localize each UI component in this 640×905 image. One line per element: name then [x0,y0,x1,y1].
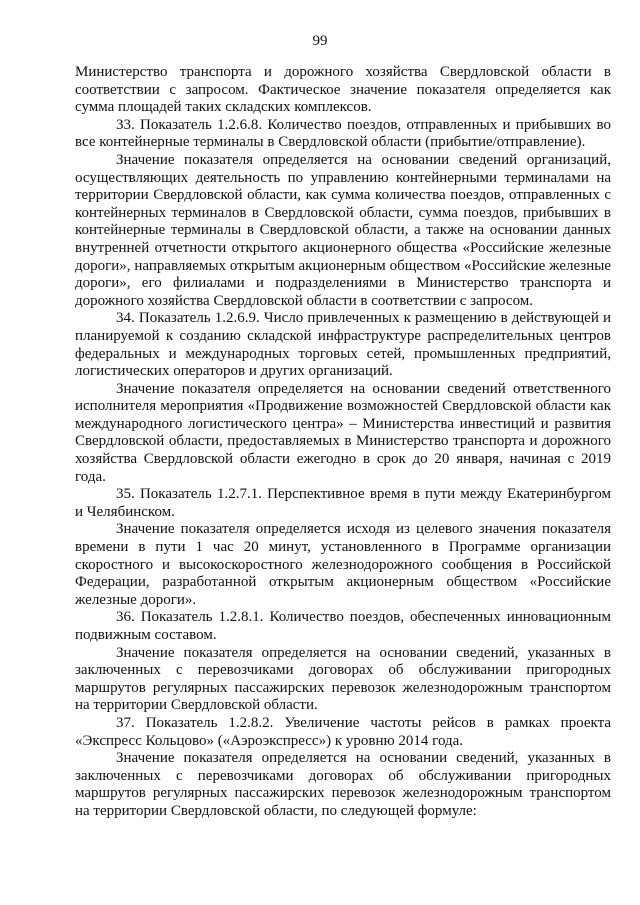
document-body [75,64,611,821]
paragraph-indicator-33: 33. Показатель 1.2.6.8. Количество поездов, отправленных и прибывших во все контейнерные терминалы в Свердловской области (прибытие/отправление). [75,116,611,151]
paragraph-indicator-33-method: Значение показателя определяется на основании сведений организаций, осуществляющих деятельность по управлению контейнерными терминалами на территории Свердловской области, как сумма количества поездов, отправленных с контейнерных терминалов в Свердловской области, сумма поездов, прибывших в контейнерные терминалы в Свердловской области, а также на основании данных внутренней отчетности открытого акционерного общества «Российские железные дороги», направляемых открытым акционерным обществом «Российские железные дороги», его филиалами и подразделениями в Министерство транспорта и дорожного хозяйства Свердловской области в соответствии с запросом. [75,151,611,309]
page-number: 99 [312,33,328,49]
paragraph-indicator-36-method: Значение показателя определяется на основании сведений, указанных в заключенных с перевозчиками договорах об обслуживании пригородных маршрутов регулярных пассажирских перевозок железнодорожным транспортом на территории Свердловской области. [75,644,611,714]
paragraph-indicator-37: 37. Показатель 1.2.8.2. Увеличение частоты рейсов в рамках проекта «Экспресс Кольцово» («Аэроэкспресс») к уровню 2014 года. [75,714,611,749]
paragraph-indicator-37-method: Значение показателя определяется на основании сведений, указанных в заключенных с перевозчиками договорах об обслуживании пригородных маршрутов регулярных пассажирских перевозок железнодорожным транспортом на территории Свердловской области, по следующей формуле: [75,750,611,819]
paragraph-indicator-36: 36. Показатель 1.2.8.1. Количество поездов, обеспеченных инновационным подвижным составом. [75,609,611,643]
paragraph-indicator-35-method: Значение показателя определяется исходя из целевого значения показателя времени в пути 1 час 20 минут, установленного в Программе организации скоростного и высокоскоростного железнодорожного сообщения в Российской Федерации, разработанной открытым акционерным обществом «Российские железные дороги». [75,521,611,608]
paragraph-indicator-34-method: Значение показателя определяется на основании сведений ответственного исполнителя мероприятия «Продвижение возможностей Свердловской области как международного логистического центра» – Министерства инвестиций и развития Свердловской области, предоставляемых в Министерство транспорта и дорожного хозяйства Свердловской области ежегодно в срок до 20 января, начиная с 2019 года. [75,380,611,485]
paragraph-continuation: Министерство транспорта и дорожного хозяйства Свердловской области в соответствии с запросом. Фактическое значение показателя определяется как сумма площадей таких складских комплексов. [75,64,611,116]
paragraph-indicator-34: 34. Показатель 1.2.6.9. Число привлеченных к размещению в действующей и планируемой к созданию складской инфраструктуре распределительных центров федеральных и международных торговых сетей, промышленных предприятий, логистических операторов и других организаций. [75,310,611,380]
paragraph-indicator-35: 35. Показатель 1.2.7.1. Перспективное время в пути между Екатеринбургом и Челябинском. [75,486,611,520]
